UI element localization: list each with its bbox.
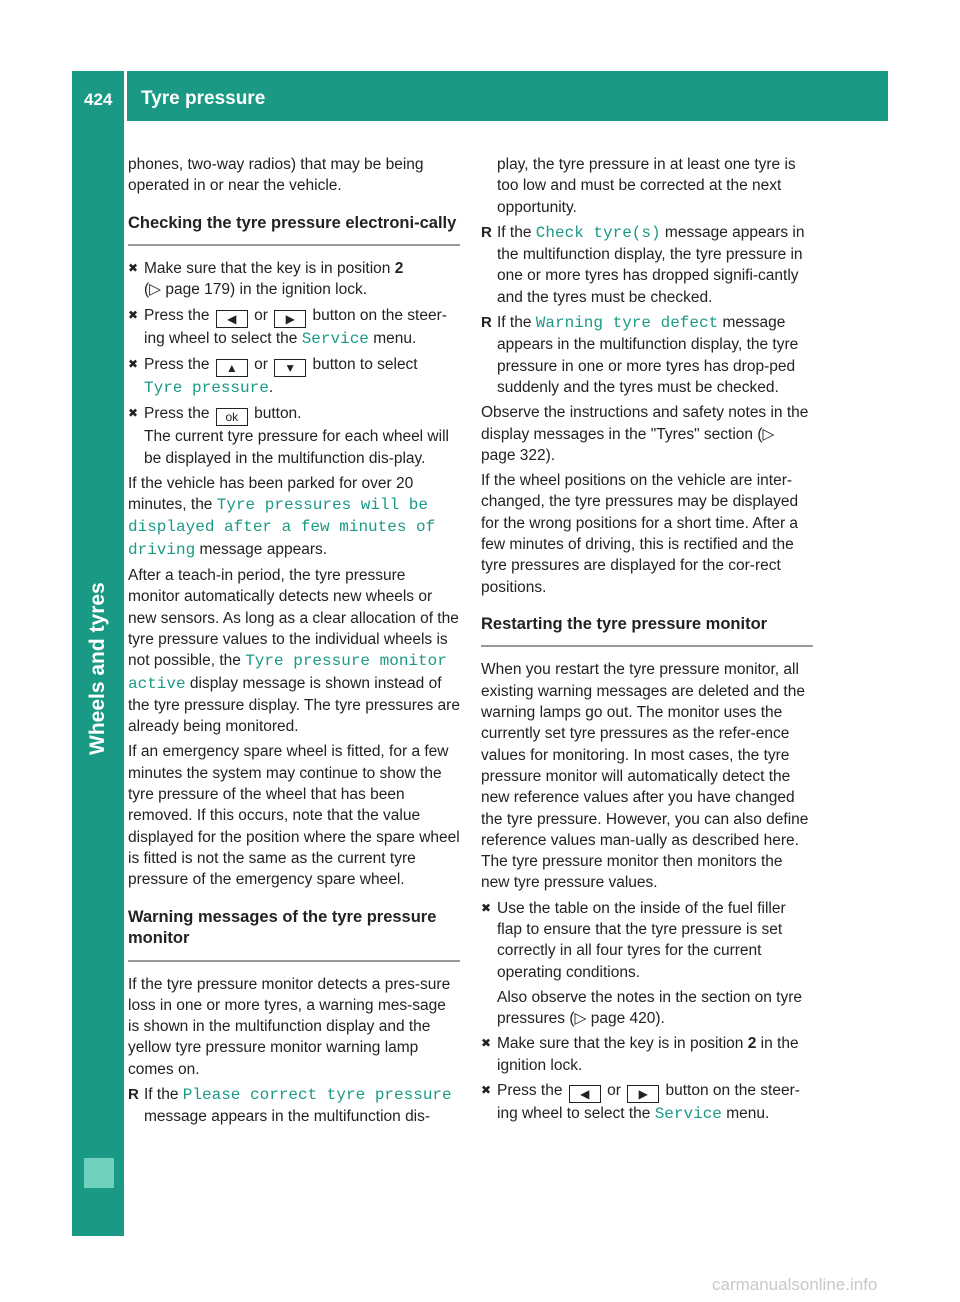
sidebar-label: Wheels and tyres bbox=[86, 582, 109, 755]
result-item: R If the Check tyre(s) message appears in the multifunction display, the tyre pressure in one or more tyres has dropped signifi-cantly and the tyres must be checked. bbox=[481, 222, 813, 308]
left-arrow-key-icon: ◀ bbox=[569, 1085, 601, 1103]
up-arrow-key-icon: ▲ bbox=[216, 359, 248, 377]
result-item: R If the Please correct tyre pressure message appears in the multifunction dis- bbox=[128, 1084, 460, 1128]
down-arrow-key-icon: ▼ bbox=[274, 359, 306, 377]
section-heading: Warning messages of the tyre pressure monitor bbox=[128, 907, 437, 948]
step-item: ✖ Press the ▲ or ▼ button to select Tyre pressure. bbox=[128, 354, 460, 399]
left-column bbox=[128, 154, 460, 1128]
step-item: ✖ Press the ok button. The current tyre pressure for each wheel will be displayed in the multifunction dis-play. bbox=[128, 403, 460, 469]
result-item-continued: play, the tyre pressure in at least one tyre is too low and must be corrected at the next opportunity. bbox=[497, 156, 796, 216]
right-arrow-key-icon: ▶ bbox=[627, 1085, 659, 1103]
right-column bbox=[481, 154, 813, 1125]
paragraph: If the vehicle has been parked for over 20 minutes, the Tyre pressures will be displayed after a few minutes of driving message appears. bbox=[128, 474, 436, 559]
paragraph: After a teach-in period, the tyre pressure monitor automatically detects new wheels or new sensors. As long as a clear allocation of the tyre pressure values to the individual wheels is not possible, the Tyre pressure monitor active display message is shown instead of the tyre pressure display. The tyre pressures are already being monitored. bbox=[128, 567, 460, 736]
step-item: ✖ Make sure that the key is in position 2 (▷ page 179) in the ignition lock. bbox=[128, 258, 460, 301]
paragraph: If the wheel positions on the vehicle are inter-changed, the tyre pressures may be displayed for the wrong positions for a short time. After a few minutes of driving, this is rectified and the tyre pressures are displayed for the cor-rect positions. bbox=[481, 472, 799, 596]
divider bbox=[128, 244, 460, 246]
section-heading: Checking the tyre pressure electroni-cally bbox=[128, 213, 457, 232]
paragraph: If the tyre pressure monitor detects a pres-sure loss in one or more tyres, a warning mes-sage is shown in the multifunction display and the yellow tyre pressure monitor warning lamp comes on. bbox=[128, 975, 451, 1078]
section-heading: Restarting the tyre pressure monitor bbox=[481, 614, 768, 633]
right-arrow-key-icon: ▶ bbox=[274, 310, 306, 328]
page-title: Tyre pressure bbox=[141, 88, 266, 109]
paragraph: If an emergency spare wheel is fitted, for a few minutes the system may continue to show the tyre pressure of the wheel that has been removed. If this occurs, note that the value displayed for the position where the spare wheel is fitted is not the same as the current tyre pressure of the emergency spare wheel. bbox=[128, 743, 460, 889]
step-item: ✖ Make sure that the key is in position 2 in the ignition lock. bbox=[481, 1033, 813, 1076]
page-number: 424 bbox=[84, 90, 113, 109]
left-arrow-key-icon: ◀ bbox=[216, 310, 248, 328]
result-item: R If the Warning tyre defect message appears in the multifunction display, the tyre pressure in one or more tyres has drop-ped suddenly and the tyres must be checked. bbox=[481, 312, 813, 398]
ok-key-icon: ok bbox=[216, 408, 248, 426]
divider bbox=[128, 960, 460, 962]
watermark: carmanualsonline.info bbox=[712, 1275, 878, 1294]
step-item: ✖ Press the ◀ or ▶ button on the steer-ing wheel to select the Service menu. bbox=[481, 1080, 813, 1125]
paragraph: phones, two-way radios) that may be being operated in or near the vehicle. bbox=[128, 156, 424, 195]
divider bbox=[481, 645, 813, 647]
sidebar-marker bbox=[84, 1158, 114, 1188]
step-item: ✖ Press the ◀ or ▶ button on the steer-ing wheel to select the Service menu. bbox=[128, 305, 460, 350]
paragraph: When you restart the tyre pressure monitor, all existing warning messages are deleted and the warning lamps go out. The monitor uses the currently set tyre pressures as the refer-ence values for monitoring. In most cases, the tyre pressure monitor will automatically detect the new reference values after you have changed the tyre pressure. However, you can also define reference values man-ually as described here. The tyre pressure monitor then monitors the new tyre pressure values. bbox=[481, 661, 809, 892]
paragraph: Observe the instructions and safety notes in the display messages in the "Tyres" section (▷ page 322). bbox=[481, 404, 809, 464]
step-item: ✖ Use the table on the inside of the fuel filler flap to ensure that the tyre pressure is set correctly in all four tyres for the current operating conditions. Also observe the notes in the section on tyre pressures (▷ page 420). bbox=[481, 898, 813, 1030]
header-divider bbox=[124, 71, 127, 121]
